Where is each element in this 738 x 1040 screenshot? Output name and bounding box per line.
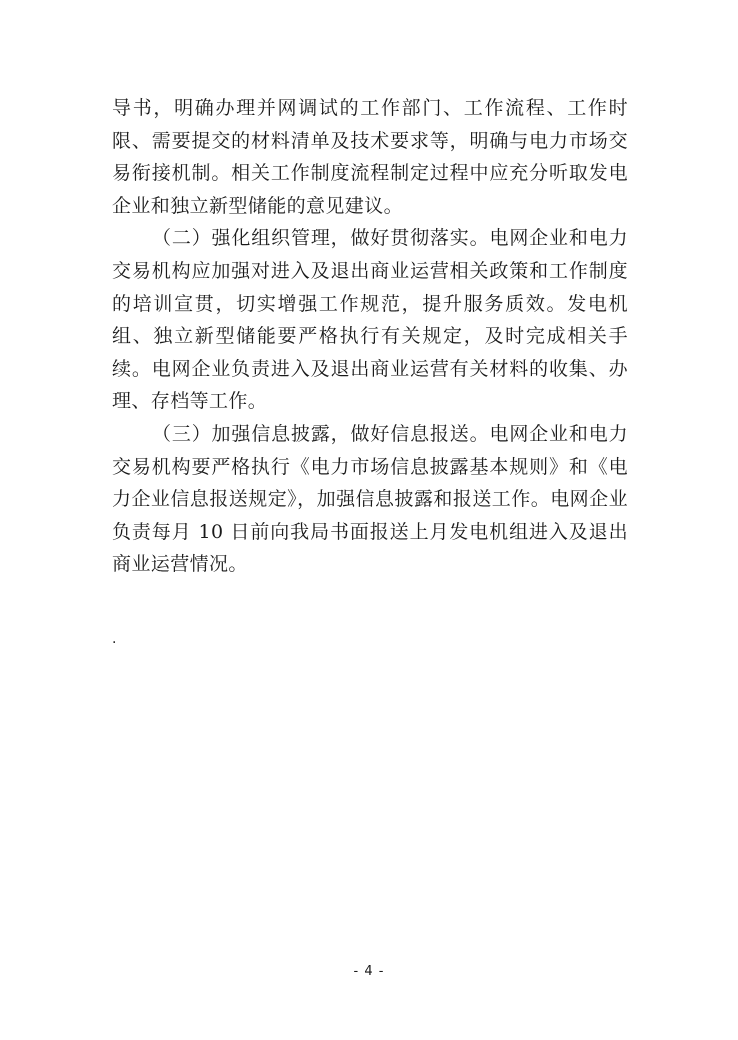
paragraph-continuation: 导书，明确办理并网调试的工作部门、工作流程、工作时限、需要提交的材料清单及技术要求等，明确与电力市场交易衔接机制。相关工作制度流程制定过程中应充分听取发电企业和独立新型储能的意见建议。 [112,97,628,217]
paragraph-section-3: （三）加强信息披露，做好信息报送。电网企业和电力交易机构要严格执行《电力市场信息披露基本规则》和《电力企业信息报送规定》，加强信息披露和报送工作。电网企业负责每月 10 日前向我局书面报送上月发电机组进入及退出商业运营情况。 [112,422,628,576]
page-number: - 4 - [353,964,385,979]
document-body [112,92,628,581]
stray-dot-mark: · [112,635,117,651]
paragraph-section-2: （二）强化组织管理，做好贯彻落实。电网企业和电力交易机构应加强对进入及退出商业运营相关政策和工作制度的培训宣贯，切实增强工作规范，提升服务质效。发电机组、独立新型储能要严格执行有关规定，及时完成相关手续。电网企业负责进入及退出商业运营有关材料的收集、办理、存档等工作。 [112,227,628,413]
